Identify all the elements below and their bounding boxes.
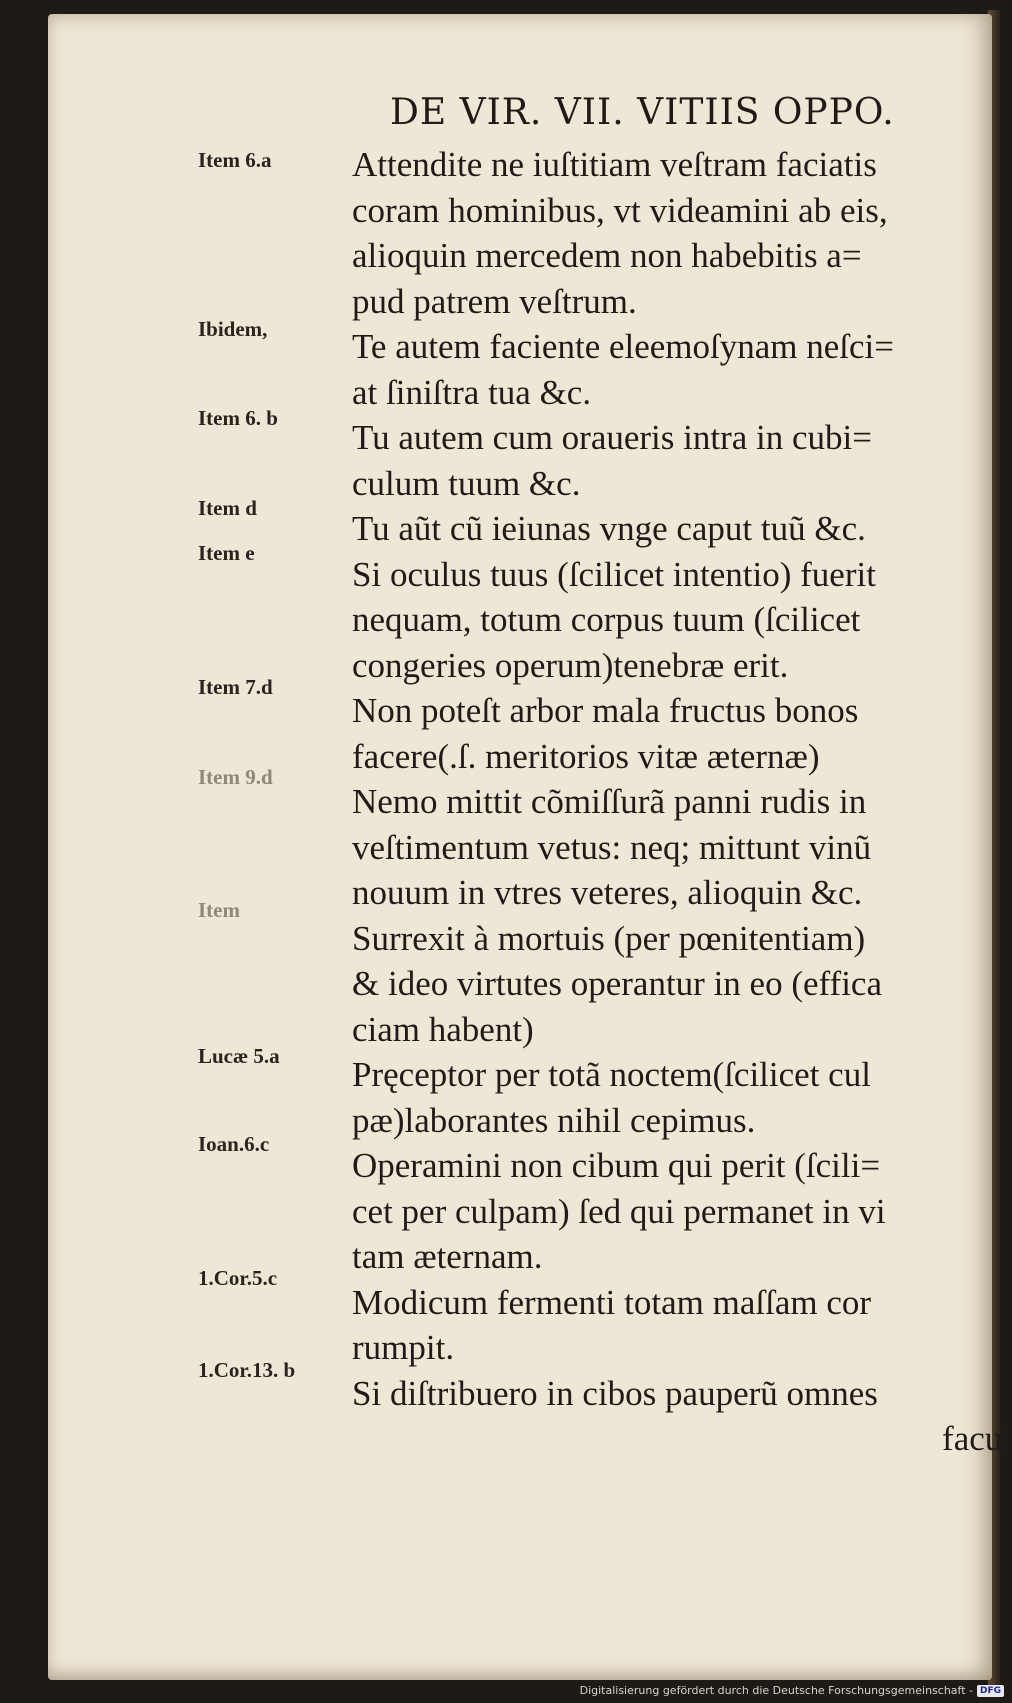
page-body xyxy=(352,142,1012,1462)
text-line: Surrexit à mortuis (per pœnitentiam) xyxy=(352,918,866,958)
text-line: rumpit. xyxy=(352,1328,455,1367)
margin-note: Item 6.a xyxy=(198,148,272,172)
text-line: Attendite ne iuſtitiam veſtram faciatis xyxy=(352,145,877,184)
text-line: Pręceptor per totã noctem(ſcilicet cul xyxy=(352,1055,871,1094)
text-line: Te autem faciente eleemoſynam neſci= xyxy=(352,327,895,366)
margin-note: Item 7.d xyxy=(198,675,273,699)
text-line: pud patrem veſtrum. xyxy=(352,281,637,321)
text-line: pæ)laborantes nihil cepimus. xyxy=(352,1100,756,1140)
text-line: alioquin mercedem non habebitis a= xyxy=(352,236,862,275)
text-line: Tu autem cum oraueris intra in cubi= xyxy=(352,418,873,457)
margin-note: Item d xyxy=(198,496,257,520)
margin-note: Item xyxy=(198,898,240,922)
text-line: at ſiniſtra tua &c. xyxy=(352,372,592,412)
text-line: Non poteſt arbor mala fructus bonos xyxy=(352,691,859,730)
text-line: Operamini non cibum qui perit (ſcili= xyxy=(352,1146,881,1185)
text-line: tam æternam. xyxy=(352,1237,543,1276)
dfg-logo: DFG xyxy=(977,1685,1004,1697)
text-line: Nemo mittit cõmiſſurã panni rudis in xyxy=(352,782,867,821)
book-page xyxy=(48,14,1012,1680)
text-line: nouum in vtres veteres, alioquin &c. xyxy=(352,873,863,912)
digitization-credit xyxy=(580,1684,1004,1697)
credit-text: Digitalisierung gefördert durch die Deutsche Forschungsgemeinschaft - xyxy=(579,1684,973,1697)
margin-note: 1.Cor.13. b xyxy=(198,1358,296,1382)
text-line: Modicum fermenti totam maſſam cor xyxy=(352,1282,872,1322)
margin-note: Ioan.6.c xyxy=(198,1132,270,1156)
text-line: nequam, totum corpus tuum (ſcilicet xyxy=(352,600,861,639)
text-line: Tu aũt cũ ieiunas vnge caput tuũ &c. xyxy=(352,509,866,548)
text-line: ciam habent) xyxy=(352,1009,534,1049)
text-line: veſtimentum vetus: neq; mittunt vinũ xyxy=(352,827,872,867)
text-line: Si oculus tuus (ſcilicet intentio) fuerit xyxy=(352,554,876,594)
text-line: culum tuum &c. xyxy=(352,463,581,503)
margin-note: Item e xyxy=(198,541,255,565)
text-line: cet per culpam) ſed qui permanet in vi xyxy=(352,1191,886,1231)
text-line: facere(.ſ. meritorios vitæ æternæ) xyxy=(352,736,820,776)
running-head: DE VIR. VII. VITIIS OPPO. xyxy=(390,92,895,133)
text-line: & ideo virtutes operantur in eo (effica xyxy=(352,964,882,1003)
text-line: Si diſtribuero in cibos pauperũ omnes xyxy=(352,1373,878,1413)
margin-note: Ibidem, xyxy=(198,317,268,341)
margin-note: 1.Cor.5.c xyxy=(198,1266,278,1290)
catchword: facul xyxy=(942,1419,1012,1458)
margin-note: Item 9.d xyxy=(198,765,273,789)
text-line: congeries operum)tenebræ erit. xyxy=(352,645,789,685)
text-line: coram hominibus, vt videamini ab eis, xyxy=(352,190,888,230)
margin-note: Item 6. b xyxy=(198,406,278,430)
margin-note: Lucæ 5.a xyxy=(198,1044,280,1068)
